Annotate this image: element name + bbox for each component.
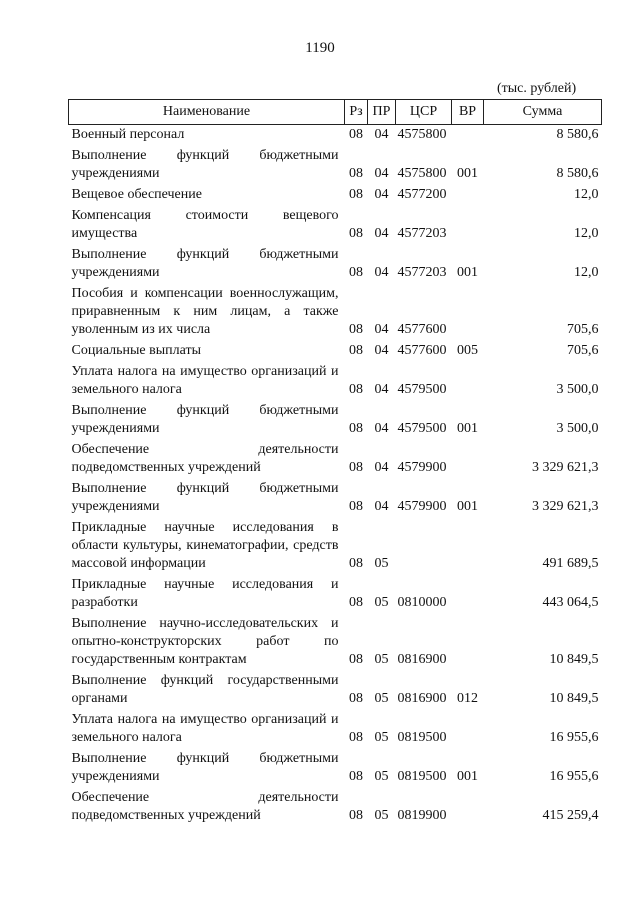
cell-sum: 12,0: [574, 226, 599, 241]
cell-sum: 415 259,4: [542, 808, 599, 823]
cell-rz: 08: [349, 343, 363, 358]
table-row: [69, 518, 602, 575]
cell-csr: 0816900: [397, 691, 447, 706]
cell-sum: 12,0: [574, 187, 599, 202]
cell-vr: [452, 518, 484, 575]
table-row: [69, 245, 602, 284]
cell-vr: 005: [457, 343, 478, 358]
cell-vr: [452, 788, 484, 827]
cell-pr: 04: [374, 343, 389, 358]
cell-name: Уплата налога на имущество организаций и земельного налога: [71, 364, 339, 397]
cell-rz: 08: [349, 166, 363, 181]
cell-rz: 08: [349, 421, 363, 436]
cell-sum: 3 500,0: [556, 421, 599, 436]
cell-pr: 05: [374, 652, 389, 667]
units-label: (тыс. рублей): [497, 81, 577, 96]
cell-vr: 001: [457, 769, 478, 784]
cell-name: Прикладные научные исследования и разработки: [71, 577, 339, 610]
cell-pr: 05: [374, 808, 389, 823]
cell-rz: 08: [349, 127, 363, 142]
table-row: [69, 440, 602, 479]
cell-rz: 08: [349, 382, 363, 397]
cell-sum: 3 329 621,3: [532, 499, 599, 514]
cell-sum: 3 500,0: [556, 382, 599, 397]
cell-csr: 4577203: [397, 265, 447, 280]
cell-vr: 012: [457, 691, 478, 706]
cell-rz: 08: [349, 499, 363, 514]
cell-vr: 001: [457, 499, 478, 514]
page-number: 1190: [305, 40, 335, 56]
cell-pr: 04: [374, 226, 389, 241]
cell-rz: 08: [349, 265, 363, 280]
cell-vr: 001: [457, 421, 478, 436]
cell-name: Обеспечение деятельности подведомственных учреждений: [71, 790, 339, 823]
cell-vr: [452, 185, 484, 206]
cell-pr: 05: [374, 595, 389, 610]
table-row: [69, 146, 602, 185]
cell-name: Вещевое обеспечение: [71, 187, 202, 202]
cell-pr: 05: [374, 556, 389, 571]
header-csr: ЦСР: [396, 100, 452, 125]
cell-sum: 16 955,6: [549, 730, 599, 745]
cell-sum: 16 955,6: [549, 769, 599, 784]
cell-csr: 4579500: [397, 421, 447, 436]
cell-rz: 08: [349, 322, 363, 337]
cell-sum: 12,0: [574, 265, 599, 280]
cell-csr: 0816900: [397, 652, 447, 667]
cell-csr: 4575800: [397, 166, 447, 181]
cell-sum: 705,6: [567, 343, 599, 358]
cell-sum: 10 849,5: [549, 652, 599, 667]
cell-name: Обеспечение деятельности подведомственных учреждений: [71, 442, 339, 475]
cell-vr: 001: [457, 265, 478, 280]
cell-vr: [452, 284, 484, 341]
cell-pr: 04: [374, 322, 389, 337]
cell-vr: [452, 440, 484, 479]
table-row: [69, 206, 602, 245]
table-row: [69, 401, 602, 440]
cell-vr: [452, 206, 484, 245]
header-sum: Сумма: [484, 100, 602, 125]
cell-rz: 08: [349, 226, 363, 241]
cell-rz: 08: [349, 460, 363, 475]
cell-name: Социальные выплаты: [71, 343, 202, 358]
cell-name: Выполнение функций бюджетными учреждениями: [71, 403, 339, 436]
cell-csr: 4577600: [397, 343, 447, 358]
cell-name: Пособия и компенсации военнослужащим, приравненным к ним лицам, а также уволенным из их числа: [71, 286, 339, 337]
cell-pr: 05: [374, 691, 389, 706]
cell-name: Выполнение функций государственными органами: [71, 673, 339, 706]
table-row: [69, 671, 602, 710]
cell-csr: 4579900: [397, 499, 447, 514]
table-row: [69, 614, 602, 671]
budget-table: [68, 99, 602, 827]
cell-vr: [452, 362, 484, 401]
header-vr: ВР: [452, 100, 484, 125]
table-row: [69, 710, 602, 749]
cell-pr: 04: [374, 499, 389, 514]
cell-csr: 4575800: [397, 127, 447, 142]
cell-sum: 10 849,5: [549, 691, 599, 706]
cell-pr: 04: [374, 421, 389, 436]
table-body: [69, 125, 602, 828]
cell-vr: [452, 710, 484, 749]
cell-csr: 0810000: [397, 595, 447, 610]
cell-pr: 04: [374, 127, 389, 142]
cell-sum: 443 064,5: [542, 595, 599, 610]
cell-sum: 8 580,6: [556, 127, 599, 142]
cell-rz: 08: [349, 652, 363, 667]
cell-sum: 8 580,6: [556, 166, 599, 181]
cell-name: Выполнение функций бюджетными учреждениями: [71, 481, 339, 514]
cell-csr: 4577600: [397, 322, 447, 337]
cell-rz: 08: [349, 187, 363, 202]
cell-vr: [452, 125, 484, 147]
cell-pr: 04: [374, 187, 389, 202]
cell-sum: 491 689,5: [542, 556, 599, 571]
cell-csr: 4579900: [397, 460, 447, 475]
cell-pr: 04: [374, 166, 389, 181]
table-row: [69, 185, 602, 206]
header-rz: Рз: [345, 100, 368, 125]
cell-pr: 04: [374, 382, 389, 397]
table-row: [69, 341, 602, 362]
table-row: [69, 575, 602, 614]
cell-rz: 08: [349, 730, 363, 745]
cell-name: Военный персонал: [71, 127, 185, 142]
cell-vr: 001: [457, 166, 478, 181]
cell-name: Выполнение функций бюджетными учреждениями: [71, 247, 339, 280]
cell-csr: 4577203: [397, 226, 447, 241]
cell-csr: 0819900: [397, 808, 447, 823]
cell-name: Выполнение функций бюджетными учреждениями: [71, 148, 339, 181]
cell-name: Уплата налога на имущество организаций и земельного налога: [71, 712, 339, 745]
cell-pr: 05: [374, 769, 389, 784]
cell-sum: 3 329 621,3: [532, 460, 599, 475]
cell-rz: 08: [349, 556, 363, 571]
table-row: [69, 788, 602, 827]
cell-pr: 05: [374, 730, 389, 745]
table-row: [69, 284, 602, 341]
cell-vr: [452, 614, 484, 671]
cell-pr: 04: [374, 460, 389, 475]
table-row: [69, 362, 602, 401]
cell-name: Прикладные научные исследования в области культуры, кинематографии, средств массовой информации: [71, 520, 339, 571]
cell-csr: [396, 518, 452, 575]
cell-rz: 08: [349, 691, 363, 706]
cell-name: Компенсация стоимости вещевого имущества: [71, 208, 339, 241]
cell-name: Выполнение научно-исследовательских и опытно-конструкторских работ по государственным контрактам: [71, 616, 339, 667]
cell-pr: 04: [374, 265, 389, 280]
cell-csr: 4577200: [397, 187, 447, 202]
cell-csr: 4579500: [397, 382, 447, 397]
table-row: [69, 125, 602, 147]
cell-csr: 0819500: [397, 730, 447, 745]
table-header: [69, 100, 602, 125]
table-row: [69, 479, 602, 518]
cell-rz: 08: [349, 769, 363, 784]
cell-rz: 08: [349, 595, 363, 610]
cell-name: Выполнение функций бюджетными учреждениями: [71, 751, 339, 784]
cell-sum: 705,6: [567, 322, 599, 337]
header-pr: ПР: [368, 100, 396, 125]
table-row: [69, 749, 602, 788]
cell-vr: [452, 575, 484, 614]
cell-csr: 0819500: [397, 769, 447, 784]
header-name: Наименование: [69, 100, 345, 125]
cell-rz: 08: [349, 808, 363, 823]
